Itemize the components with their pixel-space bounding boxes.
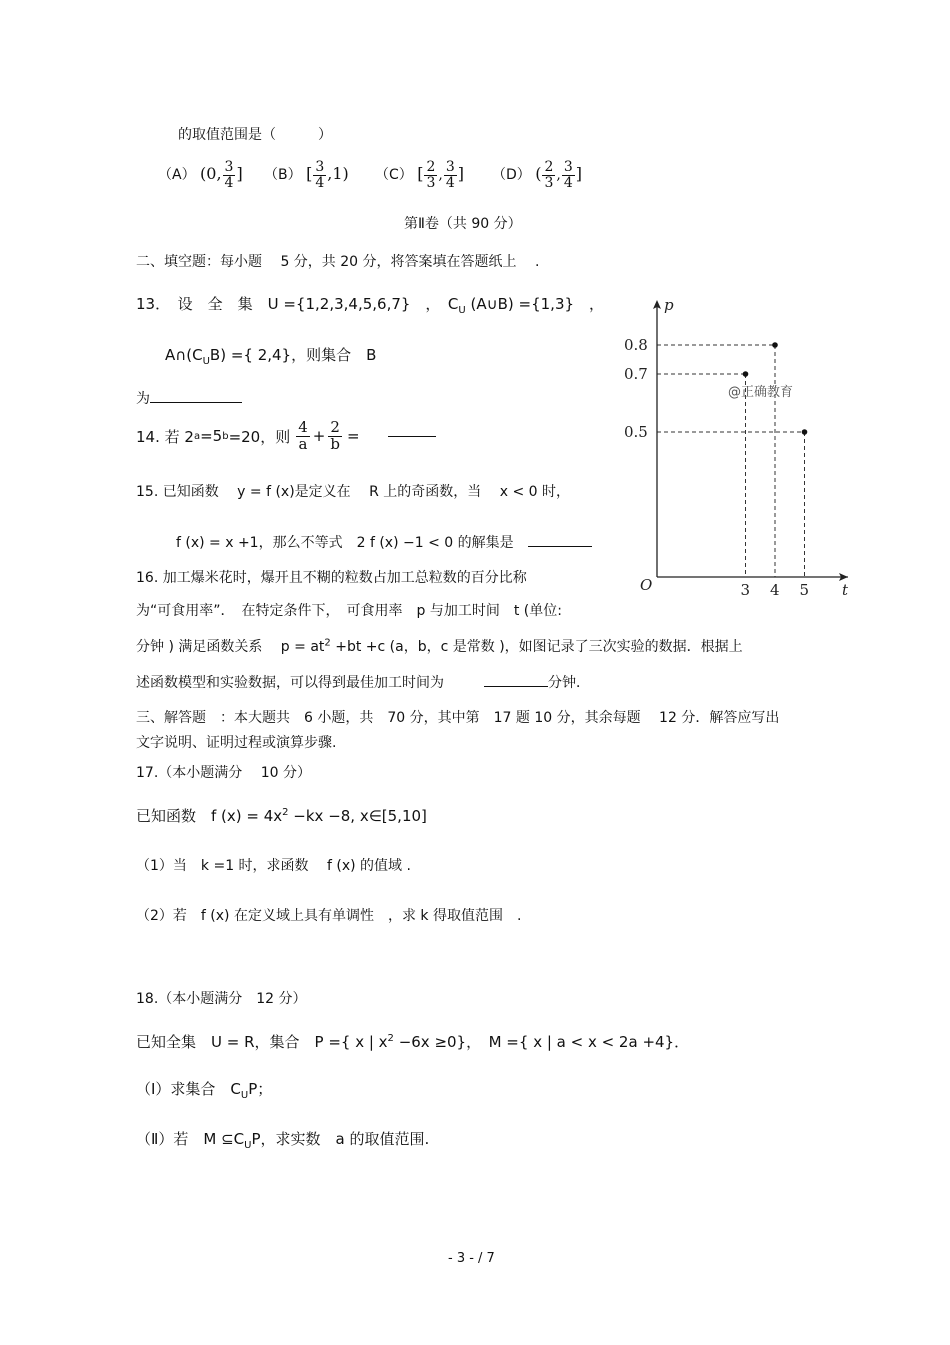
answer-blank: [150, 401, 242, 403]
section3-header-line1: 三、解答题 ：本大题共 6 小题，共 70 分，其中第 17 题 10 分，其余每题 12 分．解答应写出: [136, 710, 780, 726]
option-prefix: (0,: [200, 164, 222, 184]
option-label: （C）: [375, 167, 413, 184]
q14: 14. 若 2 a =5 b =20，则 $\frac{4}{a}$ + $\frac{2}{b}$ =: [136, 420, 436, 453]
q17-title: 17.（本小题满分 10 分）: [136, 765, 311, 781]
q12-option-c: （C） [ $\frac{2}{3}$ , $\frac{3}{4}$ ]: [375, 159, 465, 191]
q12-option-b: （B） [ $\frac{3}{4}$ ,1): [264, 159, 349, 191]
data-point: [772, 342, 778, 348]
q12-stem: 的取值范围是（ ）: [178, 127, 332, 143]
x-axis-label: t: [842, 581, 849, 599]
part2-title: 第Ⅱ卷（共 90 分）: [404, 216, 522, 232]
q16-line4: 述函数模型和实验数据，可以得到最佳加工时间为 分钟．: [136, 675, 590, 691]
fraction: $\frac{4}{a}$: [298, 418, 308, 453]
y-tick-label: 0.5: [624, 423, 648, 441]
q12-option-d: （D） ( $\frac{2}{3}$ , $\frac{3}{4}$ ]: [492, 159, 583, 191]
option-label: （A）: [158, 167, 196, 184]
q18-stem: 已知全集 U = R，集合 P ={ x | $x^2 -6x \ge 0$}， M ={ x | a < x < 2a +4}．: [136, 1033, 690, 1051]
q16-line2: 为“可食用率”． 在特定条件下， 可食用率 p 与加工时间 t (单位:: [136, 603, 562, 619]
section2-header: 二、填空题：每小题 5 分，共 20 分，将答案填在答题纸上 .: [136, 254, 540, 270]
fraction: $\frac{2}{3}$: [544, 159, 554, 191]
tick-labels: [624, 296, 849, 599]
x-tick-label: 4: [770, 581, 780, 599]
data-point: [743, 371, 749, 377]
fraction: $\frac{2}{b}$: [330, 418, 340, 453]
guide-lines: [657, 345, 805, 577]
fraction: $\frac{3}{4}$: [224, 159, 234, 191]
fraction: $\frac{3}{4}$: [563, 159, 573, 191]
q18-title: 18.（本小题满分 12 分）: [136, 991, 307, 1007]
fraction: $\frac{3}{4}$: [445, 159, 455, 191]
q17-stem: 已知函数 f $(x) = 4x^2 -kx -8$, x∈[5,10]: [136, 807, 427, 825]
y-tick-label: 0.8: [624, 336, 648, 354]
x-tick-label: 5: [799, 581, 810, 599]
axes: [653, 300, 848, 581]
q16-line1: 16. 加工爆米花时，爆开且不糊的粒数占加工总粒数的百分比称: [136, 570, 527, 586]
q18-part1: （Ⅰ）求集合 $C_UP$；: [136, 1080, 273, 1101]
y-axis-label: p: [664, 296, 674, 314]
popcorn-chart: [610, 290, 860, 605]
answer-blank: [484, 685, 548, 687]
x-tick-label: 3: [740, 581, 751, 599]
answer-blank: [528, 545, 592, 547]
option-label: （D）: [492, 167, 531, 184]
origin-label: O: [640, 576, 653, 594]
q13-line3: 为: [136, 388, 242, 408]
q15-line1: 15. 已知函数 y = f (x)是定义在 R 上的奇函数，当 x < 0 时，: [136, 484, 571, 500]
fraction: $\frac{3}{4}$: [315, 159, 325, 191]
q13-line2: $A\cap(C_UB)$ ={ 2,4}，则集合 B: [165, 346, 377, 367]
fraction: $\frac{2}{3}$: [426, 159, 436, 191]
page-footer: - 3 - / 7: [448, 1251, 495, 1266]
watermark: @正确教育: [728, 385, 794, 400]
q13-line1: 13． 设 全 集 U ={1,2,3,4,5,6,7} ， $C_U$ (A∪B) ={1,3} ，: [136, 295, 605, 316]
section3-header-line2: 文字说明、证明过程或演算步骤.: [136, 735, 337, 751]
data-point: [802, 429, 808, 435]
y-tick-label: 0.7: [624, 365, 648, 383]
q15-line2: f (x) = x +1，那么不等式 2 f (x) −1 < 0 的解集是: [176, 532, 592, 552]
q17-part2: （2）若 f (x) 在定义域上具有单调性 ，求 k 得取值范围 .: [136, 908, 522, 924]
q18-part2: （Ⅱ）若 M $⊆C_UP$，求实数 a 的取值范围.: [136, 1130, 430, 1151]
q17-part1: （1）当 k =1 时，求函数 f (x) 的值域 .: [136, 858, 411, 874]
option-label: （B）: [264, 167, 302, 184]
q16-line3: 分钟 ) 满足函数关系 $p = at^2 +bt +c$ (a，b，c 是常数 )，如图记录了三次实验的数据．根据上: [136, 637, 743, 655]
q12-option-a: （A） (0, $\frac{3}{4}$ ]: [158, 159, 243, 191]
answer-blank: [388, 435, 436, 437]
